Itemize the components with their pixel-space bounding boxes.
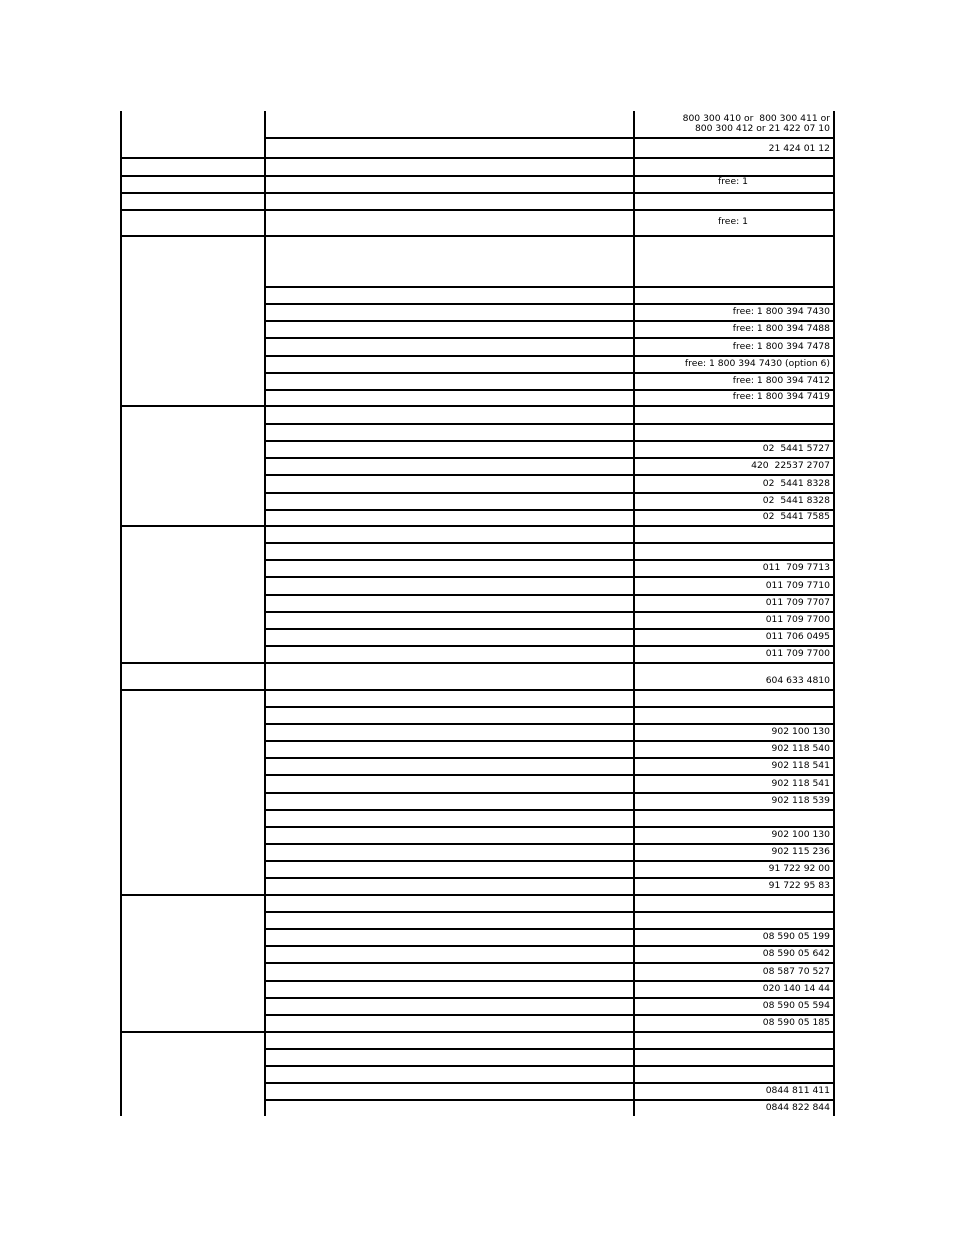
phone-number-cell: 91 722 92 00 — [768, 863, 830, 874]
table-border-horizontal — [264, 723, 835, 725]
phone-number-cell: 902 118 541 — [771, 778, 830, 789]
phone-number-cell: 011 709 7700 — [765, 614, 830, 625]
phone-number-cell: free: 1 — [718, 216, 748, 227]
table-border-horizontal — [264, 337, 835, 339]
table-border-horizontal — [264, 826, 835, 828]
table-border-horizontal — [264, 980, 835, 982]
table-border-horizontal — [264, 559, 835, 561]
phone-number-cell: 08 590 05 594 — [762, 1000, 830, 1011]
phone-number-cell: 02 5441 5727 — [762, 443, 830, 454]
phone-number-cell: 0844 822 844 — [765, 1102, 830, 1113]
phone-number-cell: 08 590 05 185 — [762, 1017, 830, 1028]
table-border-horizontal — [264, 997, 835, 999]
phone-number-cell: 420 22537 2707 — [751, 460, 830, 471]
table-border-horizontal — [264, 757, 835, 759]
phone-number-cell: 902 118 540 — [771, 743, 830, 754]
phone-number-cell: free: 1 800 394 7430 (option 6) — [684, 358, 830, 369]
phone-number-cell: 011 709 7700 — [765, 648, 830, 659]
table-border-horizontal — [264, 320, 835, 322]
table-border-horizontal — [264, 492, 835, 494]
phone-number-cell: free: 1 — [718, 176, 748, 187]
table-border-horizontal — [264, 843, 835, 845]
table-border-horizontal — [264, 877, 835, 879]
table-border-horizontal — [264, 945, 835, 947]
table-border-horizontal — [264, 594, 835, 596]
phone-number-cell: 21 424 01 12 — [768, 143, 830, 154]
phone-number-cell: 011 709 7710 — [765, 580, 830, 591]
table-border-vertical — [120, 111, 122, 1116]
table-border-horizontal — [264, 645, 835, 647]
table-border-horizontal — [264, 792, 835, 794]
table-border-horizontal — [264, 860, 835, 862]
table-border-horizontal — [120, 689, 835, 691]
table-border-horizontal — [264, 928, 835, 930]
table-border-horizontal — [120, 525, 835, 527]
table-border-horizontal — [264, 303, 835, 305]
table-border-horizontal — [264, 542, 835, 544]
table-border-horizontal — [264, 474, 835, 476]
phone-number-cell: 02 5441 8328 — [762, 495, 830, 506]
table-border-horizontal — [264, 355, 835, 357]
table-border-horizontal — [264, 423, 835, 425]
table-border-horizontal — [264, 457, 835, 459]
table-border-horizontal — [264, 286, 835, 288]
phone-number-cell: 902 118 541 — [771, 760, 830, 771]
phone-number-cell: free: 1 800 394 7412 — [732, 375, 830, 386]
table-border-horizontal — [264, 1099, 835, 1101]
table-border-horizontal — [120, 894, 835, 896]
table-border-horizontal — [120, 157, 835, 159]
table-border-horizontal — [264, 1065, 835, 1067]
table-border-horizontal — [120, 235, 835, 237]
phone-number-cell: free: 1 800 394 7478 — [732, 341, 830, 352]
table-border-horizontal — [264, 509, 835, 511]
table-border-horizontal — [264, 137, 835, 139]
phone-number-cell: 902 100 130 — [771, 726, 830, 737]
table-border-horizontal — [264, 628, 835, 630]
table-border-horizontal — [264, 1048, 835, 1050]
table-border-horizontal — [264, 911, 835, 913]
phone-number-cell: 902 115 236 — [771, 846, 830, 857]
phone-number-cell: 011 709 7707 — [765, 597, 830, 608]
table-border-horizontal — [264, 774, 835, 776]
phone-number-cell: free: 1 800 394 7430 — [732, 306, 830, 317]
table-border-horizontal — [264, 962, 835, 964]
table-border-horizontal — [120, 405, 835, 407]
phone-number-cell: free: 1 800 394 7419 — [732, 391, 830, 402]
table-border-horizontal — [264, 372, 835, 374]
phone-number-cell: 0844 811 411 — [765, 1085, 830, 1096]
table-border-horizontal — [120, 209, 835, 211]
table-border-horizontal — [264, 809, 835, 811]
table-border-horizontal — [120, 1031, 835, 1033]
phone-number-cell: 02 5441 8328 — [762, 478, 830, 489]
phone-number-cell: 08 590 05 642 — [762, 948, 830, 959]
table-border-vertical — [264, 111, 266, 1116]
table-border-horizontal — [264, 611, 835, 613]
table-border-horizontal — [264, 706, 835, 708]
phone-number-cell: 020 140 14 44 — [762, 983, 830, 994]
phone-number-cell: 011 709 7713 — [762, 562, 830, 573]
phone-number-cell: 011 706 0495 — [765, 631, 830, 642]
phone-number-cell: 800 300 410 or 800 300 411 or 800 300 412 or 21 422 07 10 — [682, 113, 830, 134]
table-border-horizontal — [120, 662, 835, 664]
phone-number-cell: free: 1 800 394 7488 — [732, 323, 830, 334]
phone-number-cell: 604 633 4810 — [765, 675, 830, 686]
table-border-horizontal — [264, 740, 835, 742]
table-border-vertical — [633, 111, 635, 1116]
phone-number-cell: 02 5441 7585 — [762, 511, 830, 522]
phone-number-cell: 08 590 05 199 — [762, 931, 830, 942]
table-border-horizontal — [264, 1082, 835, 1084]
phone-number-cell: 902 118 539 — [771, 795, 830, 806]
table-border-horizontal — [264, 440, 835, 442]
table-border-horizontal — [264, 1014, 835, 1016]
phone-number-cell: 902 100 130 — [771, 829, 830, 840]
table-border-horizontal — [120, 192, 835, 194]
table-border-horizontal — [264, 576, 835, 578]
table-border-vertical — [833, 111, 835, 1116]
phone-number-cell: 08 587 70 527 — [762, 966, 830, 977]
phone-number-cell: 91 722 95 83 — [768, 880, 830, 891]
